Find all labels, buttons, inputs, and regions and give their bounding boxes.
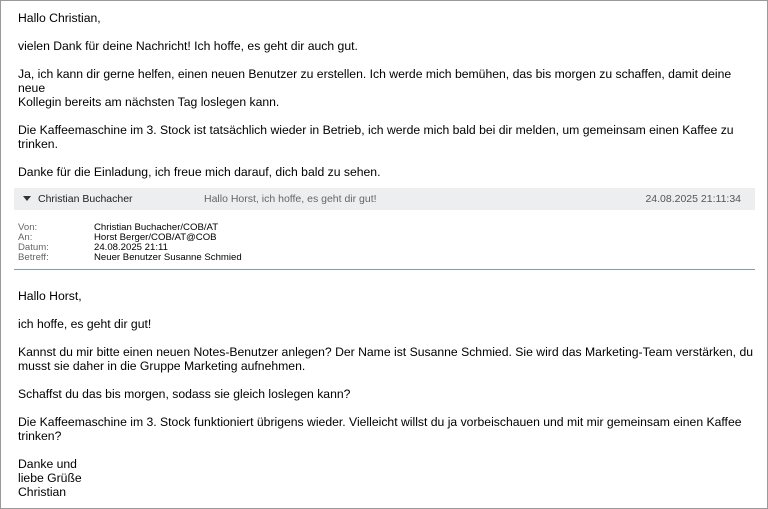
reply-paragraph: Danke für die Einladung, ich freue mich darauf, dich bald zu sehen. xyxy=(18,165,381,179)
reply-body[interactable] xyxy=(18,11,758,179)
thread-sender: Christian Buchacher xyxy=(38,193,133,205)
original-paragraph: Schaffst du das bis morgen, sodass sie gleich loslegen kann? xyxy=(18,387,351,401)
original-paragraph-line: musst sie daher in die Gruppe Marketing aufnehmen. xyxy=(18,359,306,373)
header-label: An: xyxy=(18,232,33,243)
original-paragraph: ich hoffe, es geht dir gut! xyxy=(18,317,152,331)
thread-entry[interactable] xyxy=(14,188,755,210)
message-headers xyxy=(18,223,755,263)
original-paragraph-line: trinken? xyxy=(18,429,62,443)
signature-line: liebe Grüße xyxy=(18,471,82,485)
collapse-triangle-icon[interactable] xyxy=(23,196,31,201)
original-message-body xyxy=(18,289,758,499)
header-label: Datum: xyxy=(18,242,49,253)
reply-paragraph-line: Kollegin bereits am nächsten Tag loslegen kann. xyxy=(18,95,280,109)
header-value-date: 24.08.2025 21:11 xyxy=(94,242,168,253)
header-divider xyxy=(14,269,755,270)
reply-greeting: Hallo Christian, xyxy=(18,11,101,25)
header-label: Von: xyxy=(18,222,38,233)
reply-paragraph: Die Kaffeemaschine im 3. Stock ist tatsächlich wieder in Betrieb, ich werde mich bald bei dir melden, um gemeinsam einen Kaffee zu trinken. xyxy=(18,123,734,151)
reply-paragraph-line: Ja, ich kann dir gerne helfen, einen neuen Benutzer zu erstellen. Ich werde mich bemühen, das bis morgen zu schaffen, damit deine neue xyxy=(18,67,732,95)
header-value-from: Christian Buchacher/COB/AT xyxy=(94,222,219,233)
reply-paragraph xyxy=(18,67,758,109)
original-paragraph xyxy=(18,345,758,373)
header-value-to: Horst Berger/COB/AT@COB xyxy=(94,232,217,243)
original-paragraph-line: Kannst du mir bitte einen neuen Notes-Benutzer anlegen? Der Name ist Susanne Schmied. Sie wird das Marketing-Team verstärken, du xyxy=(18,345,754,359)
header-row-subject xyxy=(18,253,755,263)
thread-datetime: 24.08.2025 21:11:34 xyxy=(645,193,741,205)
signature xyxy=(18,457,758,499)
original-paragraph xyxy=(18,415,758,443)
thread-snippet: Hallo Horst, ich hoffe, es geht dir gut! xyxy=(204,193,377,205)
signature-line: Christian xyxy=(18,485,67,499)
header-label: Betreff: xyxy=(18,252,49,263)
header-value-subject: Neuer Benutzer Susanne Schmied xyxy=(94,252,242,263)
original-greeting: Hallo Horst, xyxy=(18,289,82,303)
original-paragraph-line: Die Kaffeemaschine im 3. Stock funktioniert übrigens wieder. Vielleicht willst du ja vorbeischauen und mit mir gemeinsam einen Kaffee xyxy=(18,415,742,429)
reply-paragraph: vielen Dank für deine Nachricht! Ich hoffe, es geht dir auch gut. xyxy=(18,39,358,53)
signature-line: Danke und xyxy=(18,457,77,471)
